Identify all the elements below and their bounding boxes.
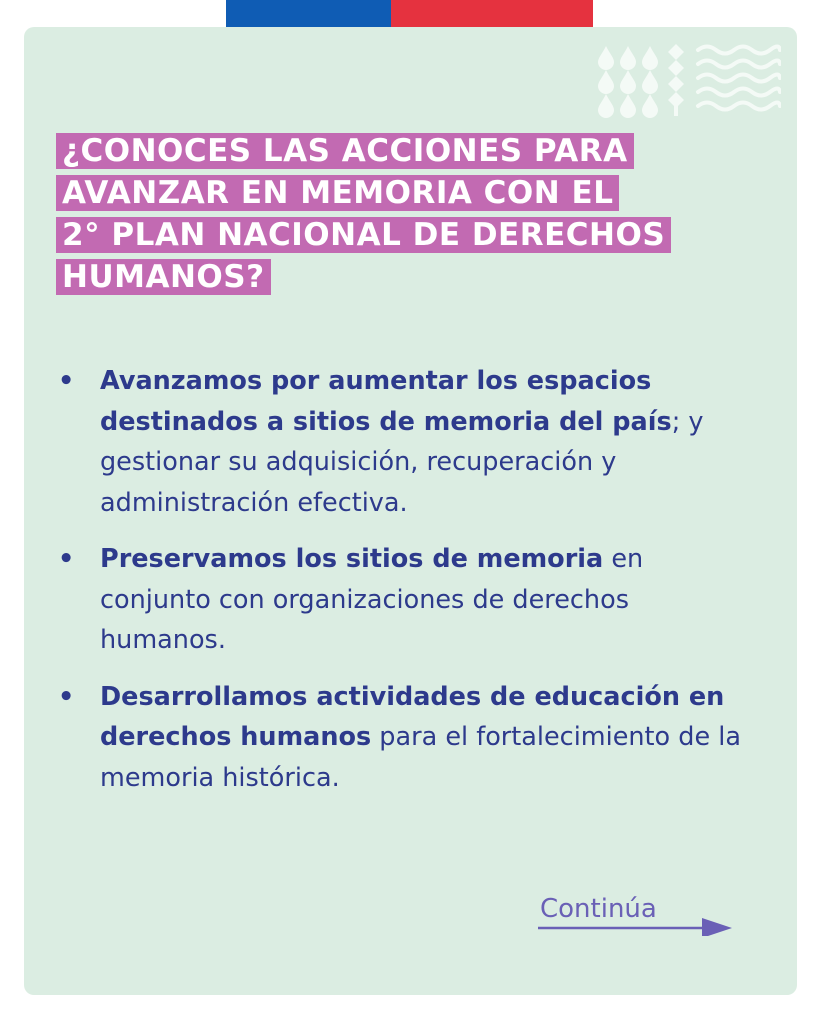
waves [698,47,780,110]
list-item-bold-text: Desarrollamos actividades de educación en derechos humanos [100,681,725,752]
drops-and-waves-pattern-icon [596,42,781,118]
continue-label: Continúa [540,894,657,924]
bullet-icon: • [58,544,75,574]
drops-grid [598,44,684,118]
title-line: HUMANOS? [56,259,271,295]
list-item [56,361,756,523]
title-line: AVANZAR EN MEMORIA CON EL [56,175,619,211]
page-title [56,130,696,298]
bullet-icon: • [58,681,75,712]
arrow-right-icon [538,916,734,936]
bullet-icon: • [58,366,75,396]
list-item-text: para el fortalecimiento de la memoria histórica. [100,722,741,793]
title-line: ¿CONOCES LAS ACCIONES PARA [56,133,634,169]
flag-bar [226,0,593,27]
list-item-text: en conjunto con organizaciones de derechos humanos. [100,544,644,655]
list-item-bold-text: Preservamos los sitios de memoria [100,544,604,574]
list-item-bold-text: Avanzamos por aumentar los espacios destinados a sitios de memoria del país [100,366,672,437]
flag-blue-stripe [226,0,391,27]
list-item [56,539,756,661]
actions-list [56,361,756,814]
flag-red-stripe [391,0,593,27]
list-item-text: ; y gestionar su adquisición, recuperación y administración efectiva. [100,406,704,518]
continue-link[interactable] [538,892,738,942]
list-item [56,677,756,799]
title-line: 2° PLAN NACIONAL DE DERECHOS [56,217,671,253]
